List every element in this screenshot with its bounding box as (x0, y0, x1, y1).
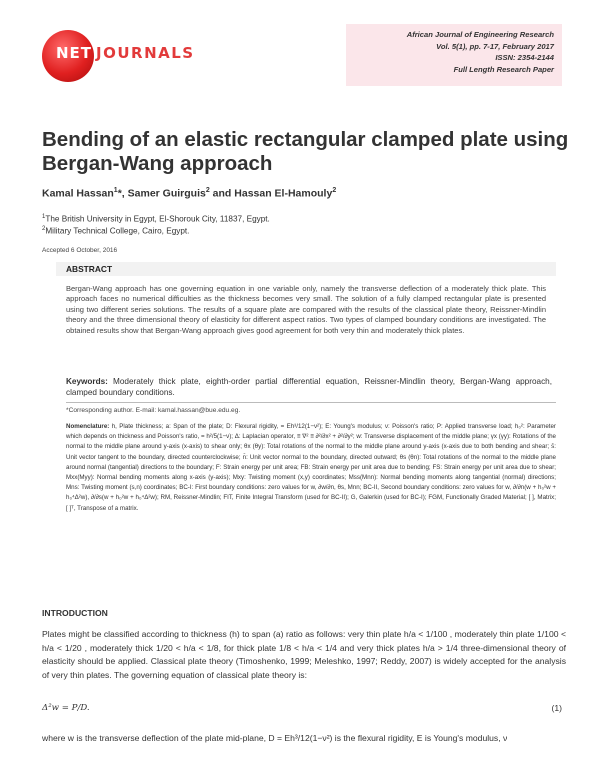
keywords-label: Keywords: (66, 377, 108, 386)
nomenclature (66, 422, 556, 514)
journal-volume: Vol. 5(1), pp. 7-17, February 2017 (436, 41, 554, 51)
author-and: and (212, 187, 232, 200)
intro-paragraph-2: where w is the transverse deflection of the plate mid-plane, D = Eh³/12(1−ν²) is the flexural rigidity, E is Young's modulus, ν (42, 733, 508, 743)
corresponding-mark: * (117, 187, 122, 200)
equation-1-number: (1) (551, 703, 562, 713)
author-1-affil: 1 (113, 187, 118, 194)
accepted-date: Accepted 6 October, 2016 (42, 247, 118, 254)
affiliation-2-sup: 2 (42, 226, 46, 232)
author-2: Samer Guirguis (127, 187, 206, 200)
affiliation-2-text: Military Technical College, Cairo, Egypt. (45, 226, 190, 236)
logo-journals-text: JOURNALS (96, 44, 195, 62)
nomenclature-label: Nomenclature: (66, 423, 110, 430)
author-3-affil: 2 (332, 187, 337, 194)
author-line: Kamal Hassan$^1$*, Samer Guirguis$^2$ and Hassan El-Hamouly$^2$ (42, 187, 337, 200)
abstract-heading: ABSTRACT (56, 262, 556, 276)
affiliation-1 (42, 214, 270, 224)
author-2-affil: 2 (205, 187, 210, 194)
equation-1: Δ²w = P/D. (42, 703, 90, 713)
intro-paragraph-1: Plates might be classified according to thickness (h) to span (a) ratio as follows: very thin plate h/a < 1/100 , moderately thin plate 1/100 < h/a < 1/20 , moderately thick 1/20 < h/a < 1/8, for thick plate 1/8 < h/a < 1/4 and very thick plates h/a > 1/4 three-dimensional theory of elasticity should be applied. Classical plate theory (Timoshenko, 1999; Meleshko, 1997; Reddy, 2007) is widely accepted for the analysis of very thin plates. The governing equation of classical plate theory is: (42, 629, 566, 680)
journal-info-box (346, 24, 562, 86)
keywords-text: Moderately thick plate, eighth-order partial differential equation, Reissner-Mindlin theory, Bergan-Wang approach, clamped boundary conditions. (66, 377, 552, 397)
divider (66, 402, 556, 403)
journal-name: African Journal of Engineering Research (406, 30, 554, 39)
paper-type: Full Length Research Paper (453, 64, 554, 74)
journal-issn: ISSN: 2354-2144 (495, 53, 554, 62)
affiliation-1-text: The British University in Egypt, El-Shorouk City, 11837, Egypt. (45, 214, 270, 224)
nomenclature-text: h, Plate thickness; a: Span of the plate; D: Flexural rigidity, = Eh³/12(1−ν²); E: Young's modulus; ν: Poisson's ratio; P: Applied transverse load; h₀²: Parameter which depends on thickness and Poisson's ratio, = h²/5(1−ν); Δ: Laplacian operator, ≡ ∇² ≡ ∂²/∂x² + ∂²/∂y²; w: Transverse displacement of the middle plane; γx (γy): Rotations of the normal to the middle plane around y-axis (x-axis) to shear only; θx (θy): Total rotations of the normal to the middle plane around y-axis (x-axis due to both bending and shear; s̄: Unit vector tangent to the boundary, directed counterclockwise; n̄: Unit vector normal to the boundary, directed outward; θs (θn): Total rotations of the normal to the middle plane around normal (tangential) directions to the boundary; F: Strain energy per unit area; FB: Strain energy per unit area due to bending; FS: Strain energy per unit area due to shear; Mxx(Myy): Normal bending moments along x-axis (y-axis); Mxy: Twisting moment (x,y) coordinates; Mss(Mnn): Normal bending moments along tangential (normal) directions; Mns: Twisting moment (s,n) coordinates; BC-I: First boundary conditions: zero values for w, ∂w/∂n, θs, Mnn; BC-II, Second boundary conditions: zero values for w, ∂/∂n(w + h₀²w + h₀⁴Δ²w), ∂/∂s(w + h₀²w + h₀⁴Δ²w); RM, Reissner-Mindlin; FIT, Finite Integral Transform (used for BC-II); G, Galerkin (used for BC-I); FGM, Functionally Graded Material; [ ], Matrix; [ ]ᵀ, Transpose of a matrix. (66, 423, 556, 512)
corresponding-author: *Corresponding author. E-mail: kamal.hassan@bue.edu.eg. (66, 407, 241, 414)
paper-title: Bending of an elastic rectangular clamped plate using Bergan-Wang approach (42, 128, 569, 175)
affiliation-2 (42, 226, 189, 236)
keywords (66, 377, 552, 398)
author-3: Hassan El-Hamouly (234, 187, 333, 200)
abstract-text: Bergan-Wang approach has one governing equation in one variable only, namely the transverse deflection of a moderately thick plate. This approach faces no numerical difficulties as the thickness becomes very small. The solution of a fully clamped rectangular plate is presented using two different series solutions. The results of a square plate are compared with the results of the classical plate theory, Reissner-Mindlin theory and the three dimensional theory of elasticity for different aspect ratios. Two types of clamped boundary conditions are investigated. The obtained results show that Bergan-Wang approach gives good agreement for both very thin and moderately thick plates. (66, 284, 546, 335)
netjournals-logo (42, 30, 222, 80)
affiliation-1-sup: 1 (42, 214, 46, 220)
author-1: Kamal Hassan (42, 187, 114, 200)
logo-net-text: NET (56, 44, 93, 62)
introduction-heading: INTRODUCTION (42, 608, 108, 618)
